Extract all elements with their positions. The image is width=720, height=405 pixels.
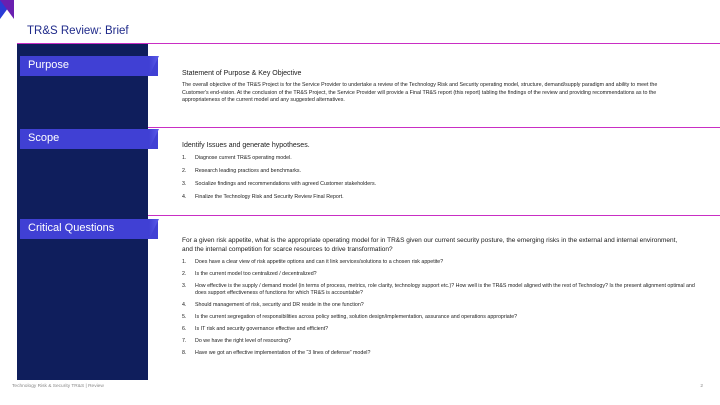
page-number: 2 — [700, 384, 703, 389]
list-number: 4. — [182, 194, 187, 200]
list-item — [182, 168, 702, 175]
list-item — [182, 326, 702, 333]
list-text: Finalize the Technology Risk and Security Review Final Report. — [195, 194, 344, 200]
list-number: 5. — [182, 314, 187, 321]
list-item — [182, 338, 702, 345]
page-title: TR&S Review: Brief — [27, 25, 129, 37]
list-number: 6. — [182, 326, 187, 333]
list-text: Is the current model too centralized / decentralized? — [195, 271, 317, 277]
list-number: 3. — [182, 283, 187, 289]
footer-text: Technology Risk & Security TR&S | Review — [12, 384, 104, 389]
section-divider — [148, 127, 720, 128]
list-text: Do we have the right level of resourcing? — [195, 338, 291, 345]
list-item — [182, 181, 702, 188]
list-number: 4. — [182, 302, 187, 309]
list-item — [182, 350, 702, 357]
list-item — [182, 194, 702, 201]
scope-heading: Identify Issues and generate hypotheses. — [182, 142, 310, 149]
list-text: Have we got an effective implementation of the “3 lines of defense” model? — [195, 350, 371, 357]
list-text: Diagnose current TR&S operating model. — [195, 155, 292, 161]
list-item — [182, 259, 702, 266]
list-item — [182, 302, 702, 309]
list-text: Is IT risk and security governance effective and efficient? — [195, 326, 329, 333]
list-number: 7. — [182, 338, 187, 345]
list-text: Is the current segregation of responsibilities across policy setting, solution design/implementation, assurance and operations appropriate? — [195, 314, 518, 321]
purpose-heading: Statement of Purpose & Key Objective — [182, 70, 302, 77]
critical-questions-list — [182, 259, 702, 362]
list-text: Should management of risk, security and DR reside in the one function? — [195, 302, 364, 309]
list-item — [182, 271, 702, 278]
list-item — [182, 155, 702, 162]
list-item — [182, 283, 702, 298]
list-text: Socialize findings and recommendations with agreed Customer stakeholders. — [195, 181, 377, 187]
section-label-critical-questions: Critical Questions — [20, 219, 158, 239]
sidebar-background — [17, 44, 148, 380]
list-number: 1. — [182, 155, 187, 161]
list-number: 1. — [182, 259, 187, 265]
section-divider — [148, 215, 720, 216]
list-text: Does have a clear view of risk appetite options and can it link services/solutions to a chosen risk appetite? — [195, 259, 444, 265]
list-text: How effective is the supply / demand model (in terms of process, metrics, role clarity, technology support etc.)? How well is the TR&S model aligned with the rest of Technology? Is the present alignment optimal and does support effectiveness of functions for which TR&S is accountable? — [195, 283, 695, 297]
list-number: 2. — [182, 168, 187, 174]
list-number: 2. — [182, 271, 187, 277]
section-label-scope: Scope — [20, 129, 158, 149]
purpose-body: The overall objective of the TR&S Project is for the Service Provider to undertake a review of the Technology Risk and Security operating model, structure, demand/supply paradigm and ability to meet the Customer's end-vision. At the conclusion of the TR&S Project, the Service Provider will provide a Final TR&S report (this report) tabling the findings of the review and providing recommendations as to the appropriateness of the current model and any suggested alternatives. — [182, 82, 658, 104]
section-label-purpose: Purpose — [20, 56, 158, 76]
critical-heading: For a given risk appetite, what is the appropriate operating model for in TR&S given our current security posture, the emerging risks in the external and internal environment, and the internal competition for scarce resources to drive transformation? — [182, 237, 678, 254]
list-text: Research leading practices and benchmarks. — [195, 168, 301, 174]
list-number: 3. — [182, 181, 187, 187]
list-item — [182, 314, 702, 321]
brand-logo-icon — [0, 0, 14, 19]
scope-list — [182, 155, 702, 207]
list-number: 8. — [182, 350, 187, 357]
